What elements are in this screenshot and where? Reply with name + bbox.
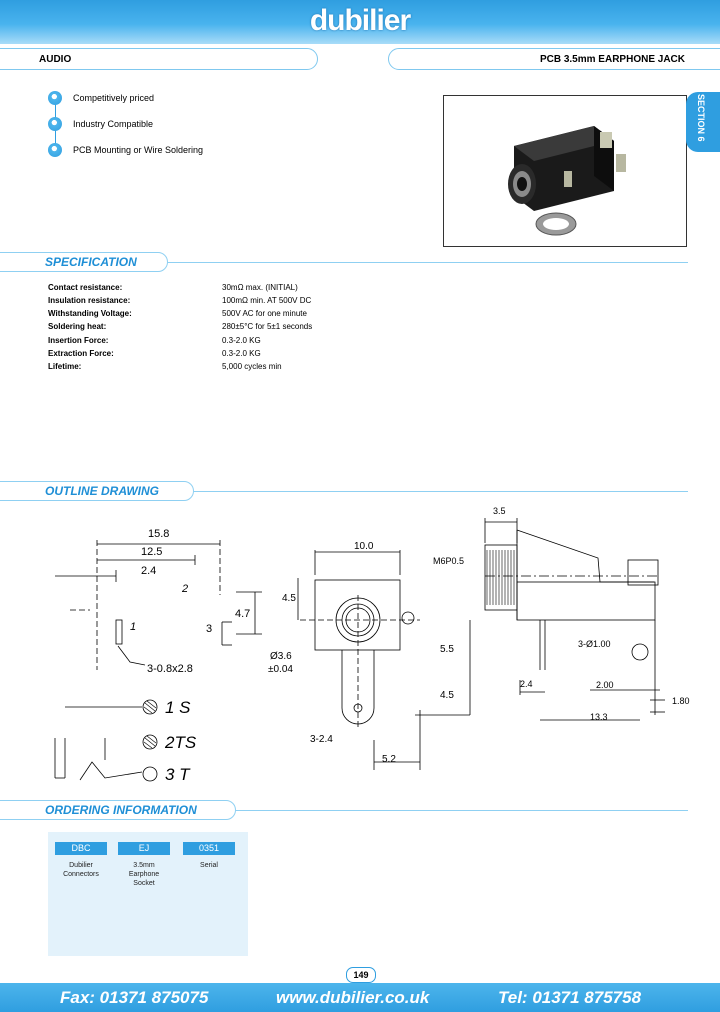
category-label: AUDIO xyxy=(39,54,72,65)
footer-bar xyxy=(0,983,720,1012)
brand-logo: dubilier xyxy=(309,4,411,37)
dim-label: 3.5 xyxy=(493,506,506,516)
spec-row: Insertion Force: 0.3-2.0 KG xyxy=(48,336,261,345)
dim-label: 2.4 xyxy=(141,565,157,577)
order-desc: Dubilier Connectors xyxy=(63,862,99,878)
order-code: 0351 xyxy=(183,842,235,855)
dim-label: 15.8 xyxy=(148,528,170,540)
dim-label: 4.5 xyxy=(282,593,296,604)
bullet-icon xyxy=(48,143,62,157)
switch-label: 1 S xyxy=(165,698,191,717)
dim-label: 5.2 xyxy=(382,754,396,765)
dim-label: Ø3.6 xyxy=(270,651,292,662)
spec-title: SPECIFICATION xyxy=(45,255,137,269)
footer-tel: Tel: 01371 875758 xyxy=(498,988,642,1007)
dim-label: 1 xyxy=(130,621,137,633)
order-desc: 3.5mm Earphone Socket xyxy=(128,862,160,887)
spec-row: Insulation resistance: 100mΩ min. AT 500V DC xyxy=(48,296,312,305)
dim-label: ±0.04 xyxy=(268,664,293,675)
dim-label: 2 xyxy=(182,583,189,595)
dim-label: 3-0.8x2.8 xyxy=(147,663,193,675)
switch-label: 3 T xyxy=(165,765,190,784)
dim-label: 13.3 xyxy=(590,712,608,722)
category-tab xyxy=(0,48,318,70)
bullet-icon xyxy=(48,91,62,105)
spec-row: Contact resistance: 30mΩ max. (INITIAL) xyxy=(48,283,298,292)
dim-label: 10.0 xyxy=(354,541,374,552)
order-code: DBC xyxy=(55,842,107,855)
switch-label: 2TS xyxy=(165,733,197,752)
order-desc: Serial xyxy=(200,862,218,869)
dim-label: 2.4 xyxy=(520,679,533,689)
dim-label: 1.80 xyxy=(672,696,690,706)
section-tab: SECTION 6 xyxy=(686,92,720,152)
outline-title: OUTLINE DRAWING xyxy=(45,484,159,498)
spec-header xyxy=(0,252,168,272)
dim-label: 3-Ø1.00 xyxy=(578,639,611,649)
product-photo xyxy=(443,95,687,247)
ordering-title: ORDERING INFORMATION xyxy=(45,803,197,817)
spec-row: Extraction Force: 0.3-2.0 KG xyxy=(48,349,261,358)
bullet-icon xyxy=(48,117,62,131)
footer-fax: Fax: 01371 875075 xyxy=(60,988,209,1007)
product-title: PCB 3.5mm EARPHONE JACK xyxy=(539,54,685,65)
dim-label: M6P0.5 xyxy=(433,556,465,566)
page-number: 149 xyxy=(346,967,376,983)
dim-label: 5.5 xyxy=(440,644,454,655)
product-tab xyxy=(388,48,720,70)
outline-drawing xyxy=(0,500,720,790)
spec-row: Withstanding Voltage: 500V AC for one minute xyxy=(48,309,307,318)
dim-label: 12.5 xyxy=(141,546,163,558)
outline-header xyxy=(0,481,194,501)
ordering-header xyxy=(0,800,236,820)
dim-label: 3 xyxy=(206,623,213,635)
spec-row: Soldering heat: 280±5°C for 5±1 seconds xyxy=(48,322,313,331)
spec-row: Lifetime: 5,000 cycles min xyxy=(48,362,282,371)
footer-website[interactable]: www.dubilier.co.uk xyxy=(276,988,430,1007)
dim-label: 4.7 xyxy=(235,608,251,620)
dim-label: 4.5 xyxy=(440,690,454,701)
order-code: EJ xyxy=(118,842,170,855)
dim-label: 3-2.4 xyxy=(310,734,333,745)
dim-label: 2.00 xyxy=(596,680,614,690)
